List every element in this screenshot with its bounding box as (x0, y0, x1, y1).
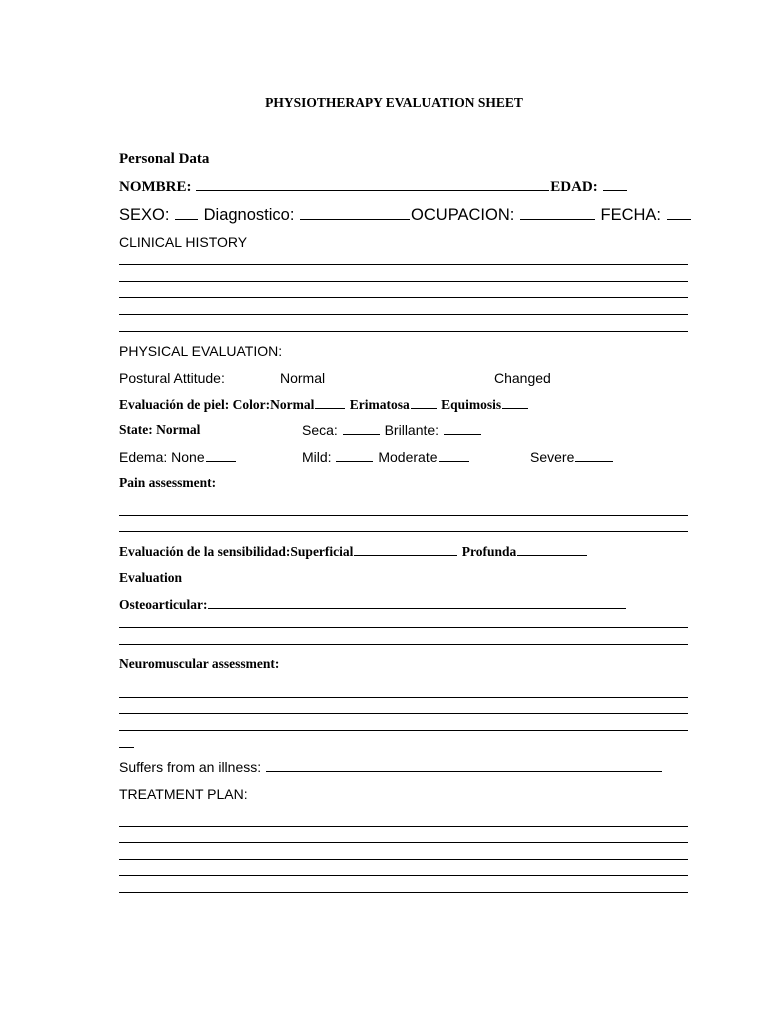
seca-label: Seca: (302, 422, 338, 438)
edema-mild-label: Mild: (302, 449, 332, 465)
sensibilidad-label: Evaluación de la sensibilidad:Superficial (119, 544, 354, 559)
clinical-history-line[interactable] (119, 297, 688, 298)
physical-evaluation-heading: PHYSICAL EVALUATION: (119, 343, 283, 359)
fecha-label: FECHA: (600, 206, 662, 224)
neuromuscular-label: Neuromuscular assessment: (119, 656, 280, 671)
clinical-history-line[interactable] (119, 281, 688, 282)
sexo-row (119, 207, 692, 224)
piel-erimatosa-field[interactable] (411, 408, 437, 409)
clinical-history-line[interactable] (119, 314, 688, 315)
clinical-history-line[interactable] (119, 264, 688, 265)
edema-mild-field[interactable] (336, 461, 373, 462)
page-title: PHYSIOTHERAPY EVALUATION SHEET (265, 95, 523, 110)
edema-severe-label: Severe (530, 449, 575, 465)
edema-row-middle (302, 450, 470, 464)
piel-equimosis-field[interactable] (502, 408, 528, 409)
ocupacion-label: OCUPACION: (411, 206, 515, 224)
nombre-label: NOMBRE: (119, 179, 192, 195)
osteoarticular-label: Osteoarticular: (119, 597, 208, 612)
brillante-field[interactable] (444, 434, 481, 435)
treatment-plan-line[interactable] (119, 892, 688, 893)
edad-label: EDAD: (550, 179, 598, 195)
edema-moderate-field[interactable] (439, 461, 469, 462)
edema-row-left (119, 450, 237, 464)
skin-evaluation-row (119, 398, 529, 412)
clinical-history-line[interactable] (119, 331, 688, 332)
postural-changed-option[interactable]: Changed (494, 370, 551, 386)
edema-label: Edema: (119, 449, 168, 465)
pain-assessment-line[interactable] (119, 531, 688, 532)
sensibilidad-row (119, 545, 588, 559)
piel-erimatosa-label: Erimatosa (349, 397, 410, 412)
diagnostico-field[interactable] (300, 219, 410, 220)
sexo-label: SEXO: (119, 206, 170, 224)
edad-field[interactable] (603, 190, 627, 191)
treatment-plan-heading: TREATMENT PLAN: (119, 786, 248, 802)
osteoarticular-line[interactable] (119, 644, 688, 645)
edema-severe-field[interactable] (575, 461, 613, 462)
treatment-plan-line[interactable] (119, 842, 688, 843)
neuromuscular-line[interactable] (119, 697, 688, 698)
sexo-field[interactable] (175, 219, 198, 220)
neuromuscular-line-tail[interactable] (119, 747, 134, 748)
illness-field[interactable] (266, 771, 662, 772)
evaluation-label: Evaluation (119, 570, 183, 585)
neuromuscular-line[interactable] (119, 730, 688, 731)
brillante-label: Brillante: (384, 422, 440, 438)
edema-row-right (530, 450, 614, 464)
state-normal-label: State: Normal (119, 422, 201, 437)
superficial-field[interactable] (354, 555, 457, 556)
state-seca-brillante-row (302, 423, 482, 437)
postural-attitude-label: Postural Attitude: (119, 370, 225, 386)
neuromuscular-line[interactable] (119, 713, 688, 714)
diagnostico-label: Diagnostico: (203, 206, 295, 224)
nombre-field[interactable] (196, 190, 549, 191)
profunda-label: Profunda (461, 544, 517, 559)
ocupacion-field[interactable] (520, 219, 595, 220)
illness-row (119, 760, 663, 774)
osteoarticular-field[interactable] (208, 608, 626, 609)
personal-data-heading: Personal Data (119, 151, 210, 167)
postural-normal-option[interactable]: Normal (280, 370, 326, 386)
profunda-field[interactable] (517, 555, 587, 556)
edema-moderate-label: Moderate (378, 449, 438, 465)
nombre-edad-row (119, 180, 628, 195)
osteo-row (119, 598, 627, 612)
edema-none-field[interactable] (206, 461, 236, 462)
piel-normal-field[interactable] (315, 408, 345, 409)
osteoarticular-line[interactable] (119, 627, 688, 628)
piel-equimosis-label: Equimosis (441, 397, 502, 412)
pain-assessment-label: Pain assessment: (119, 475, 217, 490)
clinical-history-heading: CLINICAL HISTORY (119, 234, 248, 250)
pain-assessment-line[interactable] (119, 515, 688, 516)
fecha-field[interactable] (667, 219, 691, 220)
treatment-plan-line[interactable] (119, 859, 688, 860)
treatment-plan-line[interactable] (119, 826, 688, 827)
illness-label: Suffers from an illness: (119, 759, 262, 775)
seca-field[interactable] (343, 434, 380, 435)
piel-color-label: Evaluación de piel: Color:Normal (119, 397, 315, 412)
edema-none-label: None (171, 449, 205, 465)
treatment-plan-line[interactable] (119, 875, 688, 876)
